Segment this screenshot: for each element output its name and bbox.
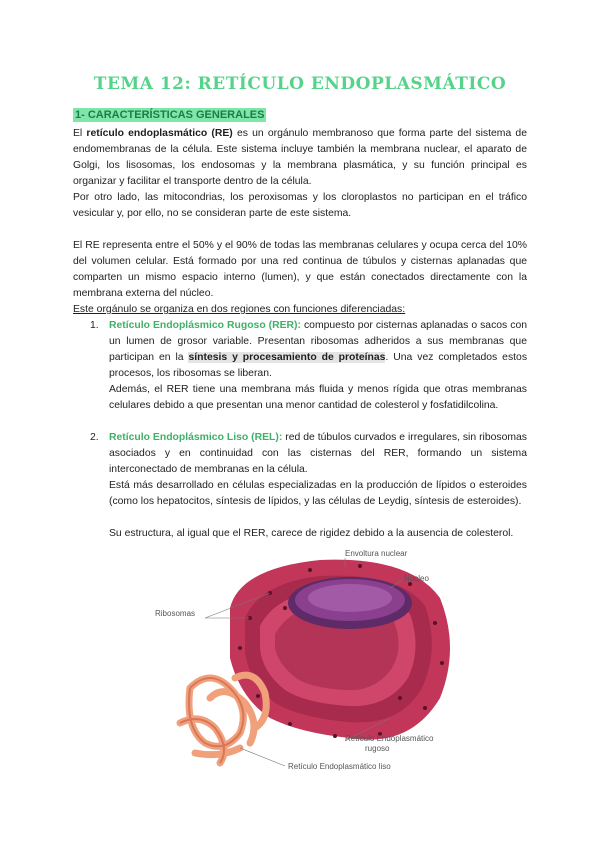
label-nucleus: Núcleo xyxy=(404,574,429,583)
label-nuclear-envelope: Envoltura nuclear xyxy=(345,549,408,558)
label-ribosomes: Ribosomas xyxy=(155,609,196,618)
paragraph-re-structure: El RE representa entre el 50% y el 90% de todas las membranas celulares y ocupa cerca del 10% del volumen celular. Está formado por una red continua de túbulos y cisternas aplanadas que comparten un mismo espacio interno (lumen), y que están conectados directamente con la membrana externa del núcleo. xyxy=(73,240,527,299)
term-re: retículo endoplasmático (RE) xyxy=(86,128,233,139)
page-title: TEMA 12: RETÍCULO ENDOPLASMÁTICO xyxy=(93,74,507,94)
paragraph-excluded-organelles: Por otro lado, las mitocondrias, los peroxisomas y los cloroplastos no participan en el tráfico vesicular y, por ello, no se consideran parte de este sistema. xyxy=(73,192,527,219)
label-rer-line1: Retículo Endoplasmático xyxy=(345,734,434,743)
list-number-2: 2. xyxy=(90,432,99,443)
list-item-rel-extra: Está más desarrollado en células especializadas en la producción de lípidos o esteroides (como los hepatocitos, síntesis de lípidos, y las células de Leydig, síntesis de esteroides). xyxy=(109,480,527,507)
paragraph-intro: El retículo endoplasmático (RE) es un orgánulo membranoso que forma parte del sistema de endomembranas de la célula. Este sistema incluye también la membrana nuclear, el aparato de Golgi, los lisosomas, los endosomas y la membrana plasmática, y su función principal es organizar y facilitar el transporte dentro de la célula. xyxy=(73,128,527,187)
nucleus xyxy=(288,577,412,629)
section-heading: 1- CARACTERÍSTICAS GENERALES xyxy=(75,109,265,121)
label-rel: Retículo Endoplasmático liso xyxy=(288,762,391,771)
label-rer-line2: rugoso xyxy=(365,744,390,753)
term-rel: Retículo Endoplásmico Liso (REL): xyxy=(109,432,283,443)
list-number-1: 1. xyxy=(90,320,99,331)
highlight-protein-synthesis: síntesis y procesamiento de proteínas xyxy=(188,352,386,363)
list-item-rel: Retículo Endoplásmico Liso (REL): red de túbulos curvados e irregulares, sin ribosomas asociados y en continuidad con las cisternas del RER, formando un sistema interconectado de membranas en la célula. xyxy=(109,432,527,475)
paragraph-regions-intro: Este orgánulo se organiza en dos regiones con funciones diferenciadas: xyxy=(73,304,406,315)
list-item-rer: Retículo Endoplásmico Rugoso (RER): compuesto por cisternas aplanadas o sacos con un lumen de grosor variable. Presentan ribosomas adheridos a sus membranas que participan en la síntesis y procesamiento de proteínas. Una vez completados estos procesos, los ribosomas se liberan. xyxy=(109,320,528,379)
term-rer: Retículo Endoplásmico Rugoso (RER): xyxy=(109,320,301,331)
list-item-rer-extra: Además, el RER tiene una membrana más fluida y menos rígida que otras membranas celulares debido a que presentan una menor cantidad de colesterol y fosfatidilcolina. xyxy=(109,384,527,411)
list-item-rel-extra2: Su estructura, al igual que el RER, carece de rigidez debido a la ausencia de colesterol. xyxy=(109,528,514,539)
er-illustration xyxy=(150,548,480,778)
